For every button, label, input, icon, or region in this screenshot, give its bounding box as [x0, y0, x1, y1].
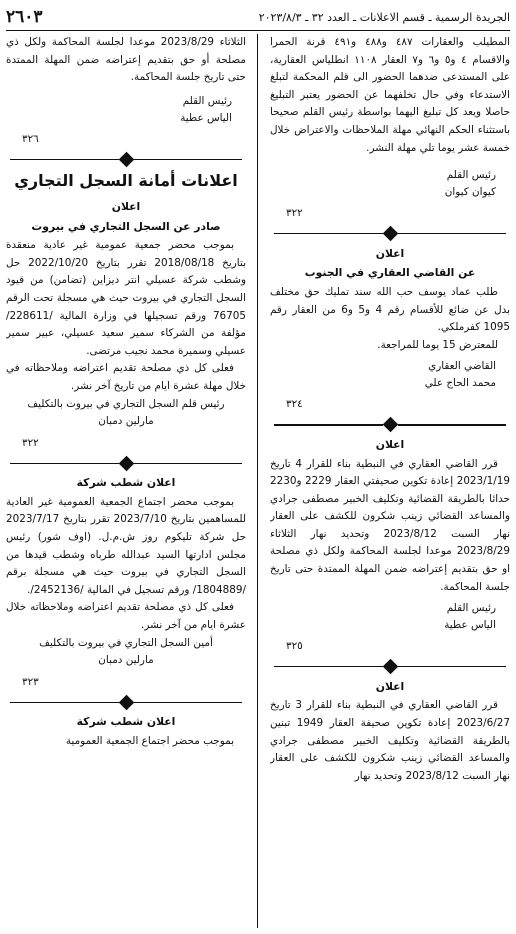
notice-text: للمعترض 15 يوما للمراجعة. [377, 338, 498, 351]
notice-text: قرر القاضي العقاري في النبطية بناء للقرار 4 تاريخ 2023/1/19 إعادة تكوين صحيفتي العقار 2229 و2230 حدائا بالطريقة القضائية وتكليف الخبير مصطفى جرادي والمساعد القضائي زينب شكرون للكشف على العقار نهار السبت 2023/8/12 وتحديد نهار الثلاثاء 2023/8/29 موعدا لجلسة المحاكمة ولكل ذي مصلحة او حق بتقديم إعتراضه ضمن المهلة الممتدة حتى تاريخ جلسة المحاكمة. [270, 457, 510, 593]
signature-block [6, 396, 246, 431]
signature-block [270, 358, 496, 392]
header-title: الجريدة الرسمية ـ قسم الاعلانات ـ العدد ٣٢ ـ ٢٠٢٣/٨/٣ [258, 10, 510, 24]
section-separator [10, 154, 242, 164]
signature-role: أمين السجل التجاري في بيروت بالتكليف [39, 636, 213, 649]
signature-block [270, 167, 496, 201]
notice-text: بموجب محضر اجتماع الجمعية العمومية [65, 735, 234, 747]
page-number: ٢٦٠٣ [6, 7, 43, 27]
section-separator [10, 697, 242, 707]
notice-text: المطيلب والعقارات ٤٨٧ و٤٨٨ و٤٩١ قرنة الحمرا والاقسام ٤ و٥ و٦ و٧ العقار ١١٠٨ انطلياس العقارية، على المستدعى ضدهما الحضور الى قلم المحكمة لتبلغ الاستدعاء وفي حال تخلفهما عن الحضور يعتبر التبليغ حاصلا ويعد كل تبليغ اليهما بواسطة رئيس القلم صحيحا باستثناء الحكم النهائي مهلة الملاحظات والاعتراض خلال خمسة عشر يوما تلي مهلة النشر. [270, 36, 510, 154]
signature-name: محمد الحاج علي [424, 377, 496, 390]
section-separator [274, 420, 506, 430]
section-separator [274, 662, 506, 672]
left-column [6, 34, 246, 928]
signature-role: القاضي العقاري [428, 360, 496, 373]
signature-block [270, 600, 496, 634]
notice-number: ٣٢٤ [286, 398, 303, 411]
signature-role: رئيس القلم [446, 602, 496, 615]
notice-title: اعلان [375, 246, 405, 260]
right-column [270, 34, 510, 928]
signature-name: كيوان كيوان [444, 186, 496, 199]
notice-subtitle: عن القاضي العقاري في الجنوب [304, 266, 476, 280]
notice-number: ٣٢٣ [22, 675, 39, 688]
signature-role: رئيس قلم السجل التجاري في بيروت بالتكليف [27, 397, 225, 410]
signature-block [6, 93, 232, 127]
notice-text: طلب عماد يوسف حب الله سند تمليك حق مختلف بدل عن ضائع للأقسام رقم 4 و5 و6 من العقار رقم 1095 كفرملكي. [270, 285, 510, 334]
notice-text: قرر القاضي العقاري في النبطية بناء للقرار 3 تاريخ 2023/6/27 إعادة تكوين صحيفة العقار 1949 تبنين بالطريقة القضائية وتكليف الخبير مصطفى جرادي والمساعد القضائي زينب شكرون للكشف على العقار نهار السبت 2023/8/12 وتحديد نهار [270, 699, 510, 782]
notice-number: ٣٢٢ [22, 436, 39, 449]
notice-text: فعلى كل ذي مصلحة تقديم اعتراضه وملاحظاته خلال عشرة ايام من آخر نشر. [6, 601, 246, 632]
signature-block [6, 635, 246, 670]
notice-title: اعلان شطب شركة [76, 476, 176, 490]
notice-text: الثلاثاء 2023/8/29 موعدا لجلسة المحاكمة ولكل ذي مصلحة أو حق بتقديم إعتراضه ضمن المهلة الممتدة حتى تاريخ جلسة المحاكمة. [6, 36, 246, 84]
section-separator [274, 229, 506, 239]
notice-text: بموجب محضر جمعية عمومية غير عادية منعقدة بتاريخ 2018/08/18 تقرر بتاريخ 2022/10/20 حل وشطب شركة عسيلي انتر ديزاين (تضامن) من قيود السجل التجاري في بيروت حيث هي مسجلة تحت الرقم 76705 ورقم تسجيلها في وزارة المالية /228611/ مؤلفة من الشركاء سمير سعيد عسيلي، عبير سمير عسيلي وسميرة محمد نجيب مرتضى. [6, 239, 246, 357]
notice-title: اعلان [111, 199, 141, 213]
section-separator [10, 458, 242, 468]
notice-title: اعلان شطب شركة [76, 715, 176, 729]
notice-title: اعلان [375, 437, 405, 451]
notice-text: بموجب محضر اجتماع الجمعية العمومية غير العادية للمساهمين بتاريخ 2023/7/10 تقرر بتاريخ 2023/7/17 حل شركة تليكوم روز ش.م.ل. (اوف شور) رئيس مجلس ادارتها السيد عبدالله طرباه وشطب قيدها من السجل التجاري في بيروت حيث هي مسجلة برقم /1804889/ ورقم تسجيل في المالية /2452136/. [6, 495, 246, 596]
notice-number: ٣٢٥ [286, 640, 303, 653]
signature-name: مارلين دمبان [98, 654, 154, 667]
section-title: اعلانات أمانة السجل التجاري [14, 171, 238, 191]
notice-subtitle: صادر عن السجل التجاري في بيروت [31, 219, 221, 233]
signature-role: رئيس القلم [446, 169, 496, 182]
signature-role: رئيس القلم [182, 94, 232, 107]
column-divider [257, 34, 258, 928]
notice-text: فعلى كل ذي مصلحة تقديم اعتراضه وملاحظاته في خلال مهلة عشرة ايام من تاريخ آخر نشر. [6, 362, 246, 392]
signature-name: مارلين دمبان [98, 415, 154, 428]
page-header [6, 4, 510, 31]
signature-name: الياس عطية [180, 111, 232, 124]
notice-number: ٣٢٢ [286, 207, 303, 220]
signature-name: الياس عطية [444, 619, 496, 632]
notice-title: اعلان [375, 679, 405, 693]
notice-number: ٣٢٦ [22, 132, 39, 145]
